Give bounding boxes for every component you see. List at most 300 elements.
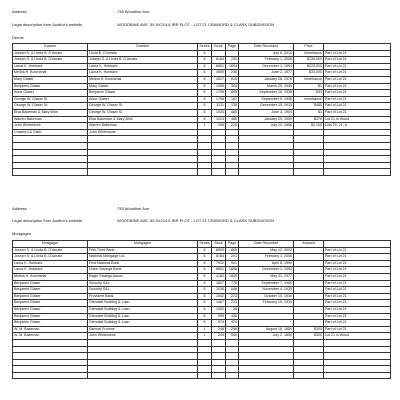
mortgages-sheet	[12, 206, 390, 391]
table-cell: Benjamin Glaser	[13, 293, 88, 300]
table-cell: Melina H. Burchenal	[13, 70, 88, 77]
table-cell: 6	[198, 287, 212, 294]
table-cell: 1052	[212, 306, 226, 313]
table-cell: 436	[226, 313, 239, 320]
table-cell: George W. Glaser Sr.	[88, 109, 198, 116]
table-cell	[88, 372, 198, 379]
table-cell: First National Bank	[88, 260, 198, 267]
table-cell	[198, 149, 212, 156]
table-cell: 6	[198, 293, 212, 300]
table-cell: 1	[198, 333, 212, 340]
table-cell: 187	[226, 96, 239, 103]
table-cell: Laura K. Hubbard	[13, 63, 88, 70]
table-cell: 223	[226, 300, 239, 307]
table-cell	[239, 306, 294, 313]
table-cell	[212, 50, 226, 57]
table-cell: Security S&L	[88, 287, 198, 294]
table-row	[13, 372, 391, 379]
table-cell: Elsa Bakeman & Mary Birin	[88, 116, 198, 123]
column-header: Price	[294, 44, 324, 51]
table-cell: $33,000	[294, 70, 324, 77]
table-cell: Part of Lot 21	[324, 109, 391, 116]
table-row	[13, 333, 391, 340]
table-cell	[239, 129, 294, 136]
table-row	[13, 156, 391, 163]
table-cell: Union Savings Bank	[88, 267, 198, 274]
table-cell: 474	[226, 320, 239, 327]
column-header: Book	[212, 241, 226, 248]
table-cell: Part of Lot 21	[324, 260, 391, 267]
table-cell	[212, 136, 226, 143]
table-cell	[324, 142, 391, 149]
table-cell: 6651	[212, 267, 226, 274]
address-value: 735 Woodline Ave.	[117, 206, 151, 211]
table-row	[13, 313, 391, 320]
table-cell: John Whitestone	[13, 123, 88, 130]
table-cell: May 12, 2002	[239, 247, 294, 254]
table-row	[13, 254, 391, 261]
table-row	[13, 366, 391, 373]
table-cell	[212, 353, 226, 360]
table-cell: Part of Lot 21	[324, 293, 391, 300]
table-header-row	[13, 241, 391, 248]
table-cell: Benjamin Glaser	[88, 90, 198, 97]
table-cell: Benjamin Glaser	[13, 313, 88, 320]
table-cell	[239, 136, 294, 143]
table-cell: John Whitestone	[88, 333, 198, 340]
table-cell	[13, 366, 88, 373]
table-cell	[198, 366, 212, 373]
table-cell	[13, 359, 88, 366]
table-cell: 8909	[212, 247, 226, 254]
table-cell: January 29, 1909	[239, 116, 294, 123]
table-cell: George W. Glaser Sr.	[13, 103, 88, 110]
table-cell: Benjamin Glaser	[13, 300, 88, 307]
table-cell: Elsa Bakeman & Mary Birin	[13, 109, 88, 116]
table-cell	[324, 136, 391, 143]
column-header-blank	[324, 44, 391, 51]
table-cell: 298	[212, 123, 226, 130]
table-cell: Joseph S. & Linda B. D'Amato	[13, 50, 88, 57]
table-cell	[88, 162, 198, 169]
table-cell: 1	[198, 326, 212, 333]
table-cell: Melina H. Burchenal	[13, 273, 88, 280]
table-cell: Part of Lot 21	[324, 90, 391, 97]
table-cell: 1131	[212, 103, 226, 110]
table-cell	[239, 346, 294, 353]
table-cell: 6	[198, 76, 212, 83]
table-cell: Linda B. D'Amato	[88, 50, 198, 57]
table-cell: National Mortgage Ltd.	[88, 254, 198, 261]
table-cell	[198, 339, 212, 346]
table-cell	[239, 169, 294, 176]
table-cell	[198, 169, 212, 176]
table-cell: $300	[294, 333, 324, 340]
table-cell: Anne Glaser	[88, 96, 198, 103]
table-row	[13, 287, 391, 294]
table-cell: 6	[198, 103, 212, 110]
table-cell: Laura K. Hubbard	[13, 260, 88, 267]
table-row	[13, 280, 391, 287]
table-row	[13, 149, 391, 156]
table-cell: Joseph S. & Linda B. D'Amato	[13, 254, 88, 261]
table-cell: 6	[198, 267, 212, 274]
table-cell: $480	[294, 103, 324, 110]
table-cell: Lot 21 in Wood	[324, 116, 391, 123]
table-cell	[88, 149, 198, 156]
table-cell: 6	[198, 306, 212, 313]
table-cell: Benjamin Glaser	[13, 306, 88, 313]
section-title-mortgages: Mortgages	[12, 231, 31, 236]
table-cell: 1807	[212, 280, 226, 287]
table-cell: July 6, 2010	[239, 50, 294, 57]
table-cell: 8184	[212, 57, 226, 64]
table-cell: March 25, 1949	[239, 83, 294, 90]
table-cell	[88, 169, 198, 176]
table-cell: Laura K. Hubbard	[13, 267, 88, 274]
table-row	[13, 359, 391, 366]
table-row	[13, 353, 391, 360]
table-cell: $220,000	[294, 63, 324, 70]
table-cell: December 1, 1994	[239, 267, 294, 274]
table-cell	[294, 353, 324, 360]
table-cell	[198, 129, 212, 136]
table-cell: September 16, 1938	[239, 90, 294, 97]
table-cell	[226, 156, 239, 163]
column-header: Mortgagor	[13, 241, 88, 248]
table-cell: Part of Lot 21	[324, 300, 391, 307]
table-cell	[239, 366, 294, 373]
column-header: Page	[226, 241, 239, 248]
table-cell	[239, 339, 294, 346]
table-cell: Inheritance	[294, 50, 324, 57]
table-cell	[88, 339, 198, 346]
table-row	[13, 116, 391, 123]
table-cell: Lot 21 in Wood	[324, 333, 391, 340]
table-cell: Part of Lot 21	[324, 50, 391, 57]
table-cell	[294, 273, 324, 280]
table-row	[13, 142, 391, 149]
table-cell: Benjamin Glaser	[13, 287, 88, 294]
table-cell: $3,100	[294, 123, 324, 130]
table-cell	[294, 359, 324, 366]
table-row	[13, 267, 391, 274]
table-cell: Part of Lot 21	[324, 313, 391, 320]
table-cell: 1036	[212, 287, 226, 294]
table-cell	[294, 339, 324, 346]
table-cell	[226, 346, 239, 353]
table-cell	[226, 162, 239, 169]
table-cell: January 26, 1976	[239, 76, 294, 83]
table-cell	[324, 372, 391, 379]
table-cell: 6	[198, 260, 212, 267]
table-cell	[294, 293, 324, 300]
table-row	[13, 169, 391, 176]
table-cell: 1798	[212, 90, 226, 97]
table-cell	[294, 162, 324, 169]
table-row	[13, 326, 391, 333]
table-cell	[226, 353, 239, 360]
deeds-sheet	[12, 9, 390, 184]
table-cell	[239, 156, 294, 163]
table-cell: 244	[212, 333, 226, 340]
table-cell	[239, 372, 294, 379]
column-header: Grantee	[88, 44, 198, 51]
table-cell: 273	[226, 293, 239, 300]
table-cell: Part of Lot 21	[324, 103, 391, 110]
table-cell	[294, 313, 324, 320]
table-row	[13, 346, 391, 353]
table-cell	[294, 142, 324, 149]
table-cell	[88, 353, 198, 360]
table-cell: 974	[212, 320, 226, 327]
table-cell: W. M. Bakeman	[13, 333, 88, 340]
table-cell	[226, 129, 239, 136]
table-cell	[212, 372, 226, 379]
table-row	[13, 109, 391, 116]
table-cell: Part of Lot 21	[324, 267, 391, 274]
table-cell: $1	[294, 109, 324, 116]
column-header-blank	[324, 241, 391, 248]
legal-description-value: WOODBINE AVE. 55.5X214.6 IRR PLOT - LOT 21 CRAWORD & CLARK SUBDIVISION	[117, 22, 275, 27]
column-header: Page	[226, 44, 239, 51]
table-cell: 6	[198, 109, 212, 116]
table-cell: Part of Lot 21	[324, 326, 391, 333]
table-cell: May 31, 1977	[239, 273, 294, 280]
table-cell	[324, 346, 391, 353]
table-cell: July 2, 1859	[239, 333, 294, 340]
column-header: Amount	[294, 241, 324, 248]
table-cell: 485	[226, 116, 239, 123]
table-cell: 6	[198, 247, 212, 254]
table-cell	[294, 254, 324, 261]
table-row	[13, 162, 391, 169]
table-cell	[13, 156, 88, 163]
table-cell	[324, 359, 391, 366]
table-cell: Part of Lot 21	[324, 254, 391, 261]
table-row	[13, 293, 391, 300]
section-title-deeds: Deeds	[12, 35, 24, 40]
table-cell	[88, 366, 198, 373]
table-cell: 296	[226, 326, 239, 333]
table-cell: 485	[226, 109, 239, 116]
table-cell	[212, 142, 226, 149]
table-cell	[13, 169, 88, 176]
table-cell	[324, 156, 391, 163]
table-cell	[294, 346, 324, 353]
table-cell: Security S&L	[88, 280, 198, 287]
table-cell	[88, 359, 198, 366]
table-cell	[226, 359, 239, 366]
table-cell	[294, 267, 324, 274]
table-row	[13, 247, 391, 254]
table-cell: Part of Lot 21	[324, 320, 391, 327]
deeds-table	[12, 43, 391, 176]
table-row	[13, 90, 391, 97]
table-cell	[13, 346, 88, 353]
table-cell: Part of Lot 21	[324, 280, 391, 287]
table-cell	[239, 313, 294, 320]
table-cell: 6	[198, 70, 212, 77]
table-cell: $1	[294, 83, 324, 90]
table-cell	[212, 149, 226, 156]
table-cell: $236,000	[294, 57, 324, 64]
table-cell	[226, 366, 239, 373]
table-cell: 6	[198, 273, 212, 280]
table-cell: D/R	[294, 90, 324, 97]
table-row	[13, 63, 391, 70]
table-cell: 36	[226, 306, 239, 313]
table-cell: 549	[226, 333, 239, 340]
table-cell: 1798	[212, 96, 226, 103]
table-cell: Part of Lot 21	[324, 63, 391, 70]
table-cell: February 1, 2008	[239, 57, 294, 64]
table-row	[13, 300, 391, 307]
table-cell	[239, 353, 294, 360]
table-row	[13, 339, 391, 346]
table-row	[13, 306, 391, 313]
table-cell: Benjamin Glaser	[13, 320, 88, 327]
table-cell: Inheritance	[294, 96, 324, 103]
table-cell	[212, 169, 226, 176]
table-cell	[88, 136, 198, 143]
table-cell: Part of Lot 21	[324, 76, 391, 83]
table-cell: 1024	[212, 116, 226, 123]
table-cell	[13, 136, 88, 143]
table-cell	[294, 247, 324, 254]
table-cell: Joseph S. & Linda B. D'Amato	[88, 57, 198, 64]
table-cell: 815	[226, 76, 239, 83]
table-cell	[198, 346, 212, 353]
table-cell: February 1, 2008	[239, 254, 294, 261]
table-cell	[294, 366, 324, 373]
table-cell: November 4, 1935	[239, 287, 294, 294]
table-cell	[294, 129, 324, 136]
table-cell	[198, 156, 212, 163]
table-row	[13, 96, 391, 103]
table-cell: 1542	[212, 293, 226, 300]
table-row	[13, 136, 391, 143]
table-cell: 246	[212, 326, 226, 333]
table-cell	[198, 359, 212, 366]
table-cell	[324, 366, 391, 373]
table-cell: 6	[198, 116, 212, 123]
table-cell: Anne Glaser	[13, 90, 88, 97]
table-cell: Glendale Building & Loan	[88, 306, 198, 313]
table-cell: 1955	[212, 83, 226, 90]
table-cell: 646	[226, 287, 239, 294]
column-header: Mortgagee	[88, 241, 198, 248]
column-header: Book	[212, 44, 226, 51]
table-cell: 6	[198, 57, 212, 64]
table-cell	[294, 260, 324, 267]
table-cell: Part of Lot 21	[324, 247, 391, 254]
table-cell: 6	[198, 254, 212, 261]
table-cell	[294, 156, 324, 163]
table-cell: 201	[226, 254, 239, 261]
table-cell: Crawford & Clark	[13, 129, 88, 136]
table-cell: Laura K. Hubbard	[88, 63, 198, 70]
table-cell	[212, 366, 226, 373]
table-cell: February 15, 1919	[239, 300, 294, 307]
table-cell: 1896	[226, 267, 239, 274]
table-cell	[226, 50, 239, 57]
table-cell: W. M. Bakeman	[13, 326, 88, 333]
table-cell	[212, 129, 226, 136]
table-cell: 901	[226, 260, 239, 267]
table-cell	[226, 339, 239, 346]
table-cell: December 1, 1994	[239, 63, 294, 70]
table-cell: 6	[198, 90, 212, 97]
table-cell	[198, 353, 212, 360]
table-cell: 344	[226, 83, 239, 90]
table-cell: 4162	[212, 273, 226, 280]
table-cell	[294, 372, 324, 379]
table-cell: Glendale Building & Loan	[88, 313, 198, 320]
table-cell	[198, 136, 212, 143]
table-row	[13, 129, 391, 136]
table-cell: Part of Lot 21	[324, 57, 391, 64]
table-cell: 6	[198, 63, 212, 70]
table-row	[13, 76, 391, 83]
table-cell: George W. Glaser Sr.	[88, 103, 198, 110]
table-cell: 4027	[212, 76, 226, 83]
table-cell: 219	[226, 123, 239, 130]
table-cell: June 2, 1977	[239, 70, 294, 77]
table-cell: 445	[226, 90, 239, 97]
table-cell: December 15, 1915	[239, 103, 294, 110]
table-cell	[239, 320, 294, 327]
table-cell: Glendale Building & Loan	[88, 320, 198, 327]
table-cell: Warren Bakeman	[88, 123, 198, 130]
table-cell: Melina H. Burchenal	[88, 76, 198, 83]
table-cell: Part of Lot 21	[324, 83, 391, 90]
table-cell: 778	[226, 280, 239, 287]
table-cell: 1	[198, 123, 212, 130]
table-cell	[294, 149, 324, 156]
table-cell: Glendale Building & Loan	[88, 300, 198, 307]
table-cell: 1694	[226, 63, 239, 70]
table-cell	[294, 320, 324, 327]
table-cell	[324, 339, 391, 346]
table-cell	[324, 169, 391, 176]
table-cell	[13, 149, 88, 156]
table-cell	[88, 346, 198, 353]
column-header: Series	[199, 241, 210, 246]
table-cell	[212, 359, 226, 366]
table-cell	[212, 346, 226, 353]
table-cell: Warren Bakeman	[13, 116, 88, 123]
table-cell	[198, 372, 212, 379]
table-cell	[13, 162, 88, 169]
table-cell: 1840	[226, 273, 239, 280]
legal-description-value: WOODBINE AVE. 55.5X214.6 IRR PLOT - LOT 21 CRAWORD & CLARK SUBDIVISION	[117, 218, 275, 223]
table-cell: John Whitestone	[88, 129, 198, 136]
table-cell: Benjamin Glaser	[13, 280, 88, 287]
table-cell	[88, 142, 198, 149]
table-cell	[294, 280, 324, 287]
table-cell: 135	[226, 103, 239, 110]
table-cell: September 9, 1938	[239, 96, 294, 103]
column-header: Series	[199, 44, 210, 49]
table-cell: Eagle Savings Assoc.	[88, 273, 198, 280]
table-cell: Part of Lot 21	[324, 70, 391, 77]
table-cell: 236	[226, 70, 239, 77]
table-cell	[13, 353, 88, 360]
table-cell	[239, 359, 294, 366]
table-row	[13, 50, 391, 57]
table-cell: Part of Lot 21	[324, 273, 391, 280]
